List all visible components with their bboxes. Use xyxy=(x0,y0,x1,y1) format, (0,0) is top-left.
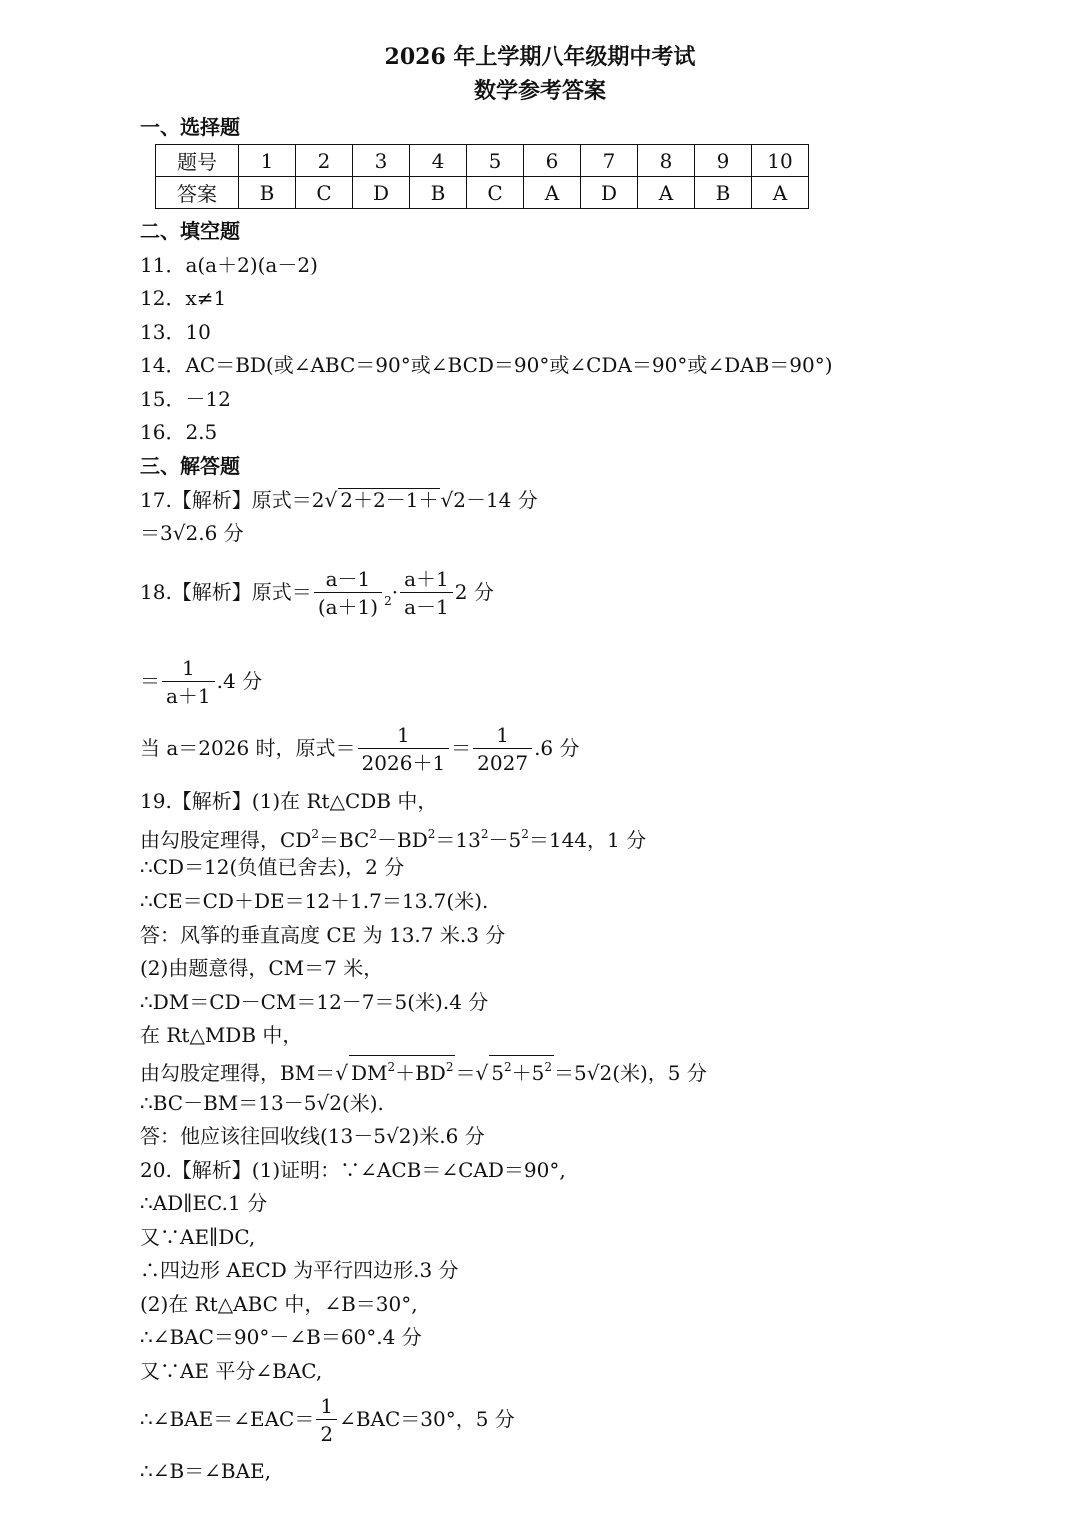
fraction-numerator: 1 xyxy=(316,1393,337,1420)
table-cell: 2 xyxy=(296,145,353,177)
q18-text: .6 分 xyxy=(534,736,580,760)
q17-text: ＝3 xyxy=(140,521,173,545)
superscript: 2 xyxy=(427,827,436,841)
fraction xyxy=(162,655,215,710)
fraction-denominator: 2026＋1 xyxy=(361,751,446,775)
q17-text: 2.6 分 xyxy=(185,521,244,545)
table-cell: 9 xyxy=(695,145,752,177)
table-cell: A xyxy=(638,177,695,209)
q19-text: 答：他应该往回收线(13－5 xyxy=(140,1124,386,1148)
q20-text: ∴∠BAE＝∠EAC＝ xyxy=(140,1407,315,1431)
q20-line-9: ∴∠B＝∠BAE, xyxy=(140,1459,272,1483)
table-cell: C xyxy=(296,177,353,209)
radical-sign: √ xyxy=(475,1061,489,1085)
answer-q16: 16．2.5 xyxy=(140,420,218,444)
table-cell: D xyxy=(353,177,410,209)
table-row xyxy=(156,145,809,177)
fraction-denominator: a－1 xyxy=(404,595,449,619)
q19-line-11 xyxy=(140,1122,485,1150)
q19-text: －5 xyxy=(488,828,522,852)
q19-text: 5 xyxy=(491,1061,504,1085)
q20-line-2: ∴AD∥EC.1 分 xyxy=(140,1191,268,1215)
table-cell: B xyxy=(695,177,752,209)
q19-line-10 xyxy=(140,1089,384,1117)
q18-text: ＝ xyxy=(140,669,160,693)
q19-text: (米). xyxy=(341,1091,384,1115)
answer-q14: 14．AC＝BD(或∠ABC＝90°或∠BCD＝90°或∠CDA＝90°或∠DAB＝90°) xyxy=(140,353,833,377)
q19-text: ＝5 xyxy=(553,1061,587,1085)
page-subtitle: 数学参考答案 xyxy=(473,78,606,104)
q19-line-7: ∴DM＝CD－CM＝12－7＝5(米).4 分 xyxy=(140,990,489,1014)
q17-line-2 xyxy=(140,519,244,547)
q19-text: DM xyxy=(350,1061,388,1085)
superscript: 2 xyxy=(369,827,377,841)
dot-operator: · xyxy=(391,580,399,604)
table-cell: 5 xyxy=(467,145,524,177)
q20-line-5: (2)在 Rt△ABC 中，∠B＝30°, xyxy=(140,1292,418,1316)
q19-text: 2 xyxy=(398,1124,412,1148)
table-cell: A xyxy=(752,177,809,209)
fraction-numerator: 1 xyxy=(473,722,532,749)
table-row xyxy=(156,177,809,209)
fraction xyxy=(400,566,453,621)
table-cell: 10 xyxy=(752,145,809,177)
table-cell: 4 xyxy=(410,145,467,177)
q19-radicand xyxy=(349,1055,456,1084)
q19-text: －BD xyxy=(377,828,428,852)
q19-line-5: 答：风筝的垂直高度 CE 为 13.7 米.3 分 xyxy=(140,923,506,947)
q19-line-1: 19.【解析】(1)在 Rt△CDB 中， xyxy=(140,789,438,813)
fraction-denominator: 2027 xyxy=(477,751,529,775)
q18-text: ＝ xyxy=(451,736,472,760)
section-heading-fill: 二、填空题 xyxy=(140,219,240,243)
q19-line-2 xyxy=(140,820,646,854)
section-heading-choice: 一、选择题 xyxy=(140,115,240,139)
q19-radicand xyxy=(489,1055,554,1084)
exponent: 2 xyxy=(384,594,392,608)
q19-text: 由勾股定理得，CD xyxy=(140,828,312,852)
q19-text: ＝ xyxy=(455,1061,476,1085)
q19-text: ＝144，1 分 xyxy=(528,828,647,852)
table-cell: 3 xyxy=(353,145,410,177)
radical-sign: √ xyxy=(586,1061,600,1085)
q19-line-4: ∴CE＝CD＋DE＝12＋1.7＝13.7(米). xyxy=(140,889,489,913)
answer-q11: 11．a(a＋2)(a－2) xyxy=(140,253,318,277)
table-cell: 6 xyxy=(524,145,581,177)
q19-line-3: ∴CD＝12(负值已舍去)，2 分 xyxy=(140,855,405,879)
q19-text: 由勾股定理得，BM＝ xyxy=(140,1061,336,1085)
q20-text: ∠BAC＝30°，5 分 xyxy=(339,1407,515,1431)
superscript: 2 xyxy=(480,827,489,841)
fraction-denominator: (a＋1) xyxy=(317,595,379,619)
q19-text: ＝BC xyxy=(318,828,370,852)
table-header-cell: 答案 xyxy=(156,177,239,209)
table-cell: 8 xyxy=(638,145,695,177)
radical-sign: √ xyxy=(316,1091,330,1115)
fraction xyxy=(473,722,532,777)
q18-line-2 xyxy=(140,655,262,710)
q18-text: .4 分 xyxy=(216,669,263,693)
q19-text: 2 xyxy=(599,1061,613,1085)
q18-line-3 xyxy=(140,722,580,777)
fraction xyxy=(314,566,382,621)
q17-text: 2－14 分 xyxy=(453,488,538,512)
radical-sign: √ xyxy=(440,488,454,512)
q20-line-7: 又∵AE 平分∠BAC, xyxy=(140,1359,323,1383)
q18-text: 18.【解析】原式＝ xyxy=(140,580,312,604)
fraction xyxy=(316,1393,337,1448)
q18-text: 2 分 xyxy=(454,580,494,604)
q19-text: (米)，5 分 xyxy=(612,1061,707,1085)
answer-q12: 12．x≠1 xyxy=(140,286,227,310)
section-heading-solve: 三、解答题 xyxy=(140,454,240,478)
q20-line-4: ∴四边形 AECD 为平行四边形.3 分 xyxy=(140,1258,459,1282)
fraction-numerator: a＋1 xyxy=(400,566,453,593)
table-cell: C xyxy=(467,177,524,209)
q19-line-6: (2)由题意得，CM＝7 米， xyxy=(140,956,384,980)
q19-text: 2 xyxy=(329,1091,342,1115)
radical-sign: √ xyxy=(324,488,338,512)
q19-text: ＋BD xyxy=(395,1061,446,1085)
radical-sign: √ xyxy=(172,521,186,545)
q19-line-8: 在 Rt△MDB 中， xyxy=(140,1023,303,1047)
fraction-numerator: 1 xyxy=(162,655,215,682)
table-cell: B xyxy=(239,177,296,209)
q19-text: ∴BC－BM＝13－5 xyxy=(140,1091,317,1115)
answer-q13: 13．10 xyxy=(140,320,211,344)
table-cell: 7 xyxy=(581,145,638,177)
q19-text: ＝13 xyxy=(435,828,481,852)
q18-text: 当 a＝2026 时，原式＝ xyxy=(140,736,356,760)
fraction-denominator: a＋1 xyxy=(166,684,211,708)
page-title: 2026 年上学期八年级期中考试 xyxy=(384,44,696,70)
q17-line-1 xyxy=(140,486,538,514)
superscript: 2 xyxy=(521,827,529,841)
choice-answer-table xyxy=(155,144,809,209)
table-cell: 1 xyxy=(239,145,296,177)
q17-radicand: 2＋2－1＋ xyxy=(340,488,439,512)
table-header-cell: 题号 xyxy=(156,145,239,177)
q20-line-1: 20.【解析】(1)证明：∵∠ACB＝∠CAD＝90°, xyxy=(140,1158,566,1182)
q20-line-8 xyxy=(140,1393,515,1448)
radical-sign: √ xyxy=(385,1124,399,1148)
q20-line-3: 又∵AE∥DC, xyxy=(140,1225,256,1249)
fraction xyxy=(358,722,450,777)
q19-text: )米.6 分 xyxy=(411,1124,485,1148)
superscript: 2 xyxy=(544,1060,552,1074)
q17-text: 17.【解析】原式＝2 xyxy=(140,488,325,512)
superscript: 2 xyxy=(445,1060,454,1074)
superscript: 2 xyxy=(311,827,319,841)
superscript: 2 xyxy=(387,1060,396,1074)
superscript: 2 xyxy=(503,1060,512,1074)
table-cell: D xyxy=(581,177,638,209)
q19-text: ＋5 xyxy=(511,1061,545,1085)
q20-line-6: ∴∠BAC＝90°－∠B＝60°.4 分 xyxy=(140,1325,422,1349)
q19-line-9 xyxy=(140,1055,707,1087)
fraction-numerator: 1 xyxy=(358,722,450,749)
fraction-denominator: 2 xyxy=(320,1422,334,1446)
table-cell: B xyxy=(410,177,467,209)
answer-q15: 15．－12 xyxy=(140,387,231,411)
table-cell: A xyxy=(524,177,581,209)
radical-sign: √ xyxy=(335,1061,348,1085)
fraction-numerator: a－1 xyxy=(314,566,382,593)
q18-line-1 xyxy=(140,566,494,621)
